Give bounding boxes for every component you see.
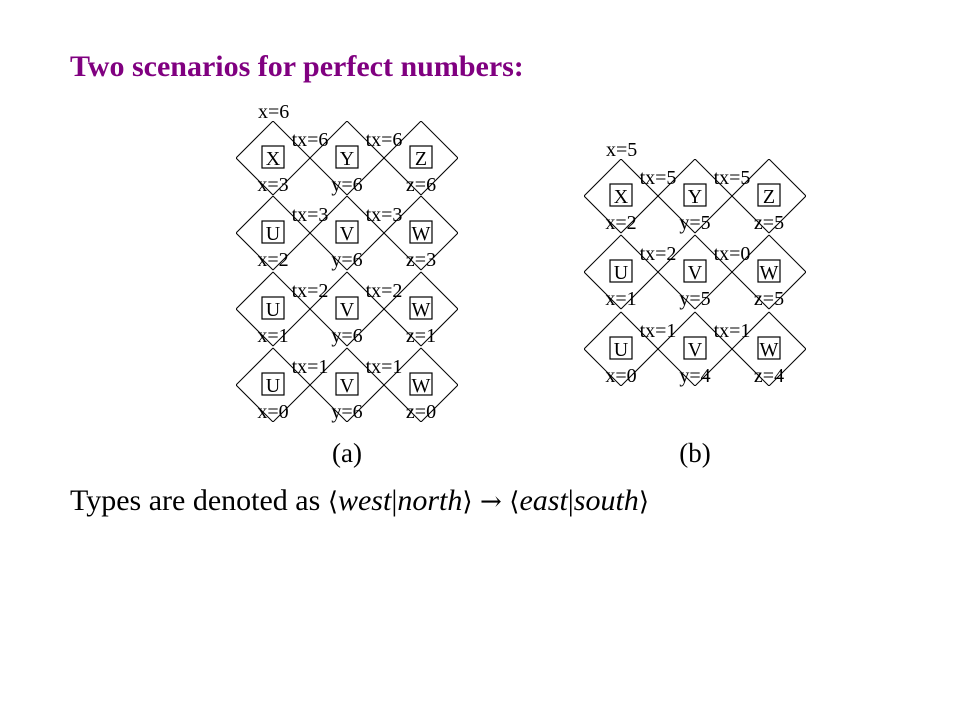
tile-label: U — [613, 339, 629, 361]
value-label: x=0 — [605, 365, 637, 387]
types-prefix: Types are denoted as — [70, 484, 321, 517]
separator-bar-2: | — [567, 484, 574, 517]
left-angle-bracket: ⟨ — [327, 487, 338, 517]
types-notation-line — [70, 486, 649, 516]
north-label: north — [397, 484, 463, 517]
tx-label: tx=5 — [713, 167, 751, 189]
value-label: x=3 — [257, 174, 289, 196]
east-label: east — [519, 484, 568, 517]
value-label: z=6 — [405, 174, 437, 196]
diagram-b-caption: (b) — [679, 438, 711, 468]
value-label: x=2 — [605, 212, 637, 234]
tx-label: tx=2 — [365, 280, 403, 302]
value-label: y=4 — [679, 365, 711, 387]
diagram-a-caption: (a) — [332, 438, 362, 468]
value-label: z=5 — [753, 212, 785, 234]
tx-label: tx=6 — [365, 129, 403, 151]
tx-label: tx=1 — [291, 356, 329, 378]
tile-label: W — [759, 339, 779, 361]
tile-label: W — [411, 299, 431, 321]
tx-label: tx=1 — [365, 356, 403, 378]
west-label: west — [337, 484, 392, 517]
tx-label: tx=3 — [291, 204, 329, 226]
tile-label: W — [411, 375, 431, 397]
tile-label: Z — [762, 186, 776, 208]
tx-label: tx=6 — [291, 129, 329, 151]
tile-label: U — [613, 262, 629, 284]
tile-label: W — [759, 262, 779, 284]
tile-label: V — [339, 375, 355, 397]
tile-label: W — [411, 223, 431, 245]
top-label: x=5 — [606, 139, 638, 161]
value-label: z=1 — [405, 325, 437, 347]
tile-label: V — [339, 223, 355, 245]
top-label: x=6 — [258, 101, 290, 123]
arrow-symbol: → — [480, 487, 502, 517]
diagram-a-labels — [257, 101, 436, 423]
tile-label: U — [265, 299, 281, 321]
tx-label: tx=2 — [639, 243, 677, 265]
tile-label: V — [687, 339, 703, 361]
tx-label: tx=5 — [639, 167, 677, 189]
tile-label: U — [265, 375, 281, 397]
value-label: z=4 — [753, 365, 785, 387]
tx-label: tx=2 — [291, 280, 329, 302]
value-label: y=6 — [331, 325, 363, 347]
tx-label: tx=1 — [713, 320, 751, 342]
tile-label: U — [265, 223, 281, 245]
value-label: y=6 — [331, 249, 363, 271]
south-label: south — [573, 484, 639, 517]
value-label: y=6 — [331, 401, 363, 423]
value-label: y=5 — [679, 288, 711, 310]
left-angle-bracket-2: ⟨ — [509, 487, 520, 517]
tile-label: X — [265, 148, 281, 170]
tx-label: tx=3 — [365, 204, 403, 226]
right-angle-bracket-2: ⟩ — [638, 487, 649, 517]
right-angle-bracket: ⟩ — [462, 487, 473, 517]
tile-label: Y — [687, 186, 703, 208]
tx-label: tx=0 — [713, 243, 751, 265]
value-label: z=3 — [405, 249, 437, 271]
value-label: y=5 — [679, 212, 711, 234]
value-label: y=6 — [331, 174, 363, 196]
slide-title: Two scenarios for perfect numbers: — [70, 50, 524, 83]
tile-label: Y — [339, 148, 355, 170]
value-label: x=1 — [257, 325, 289, 347]
value-label: x=2 — [257, 249, 289, 271]
tile-label: Z — [414, 148, 428, 170]
diagram-b-labels — [605, 139, 784, 387]
value-label: z=5 — [753, 288, 785, 310]
value-label: x=0 — [257, 401, 289, 423]
tile-label: V — [687, 262, 703, 284]
tile-label: X — [613, 186, 629, 208]
tile-label: V — [339, 299, 355, 321]
separator-bar: | — [391, 484, 398, 517]
tx-label: tx=1 — [639, 320, 677, 342]
value-label: z=0 — [405, 401, 437, 423]
value-label: x=1 — [605, 288, 637, 310]
